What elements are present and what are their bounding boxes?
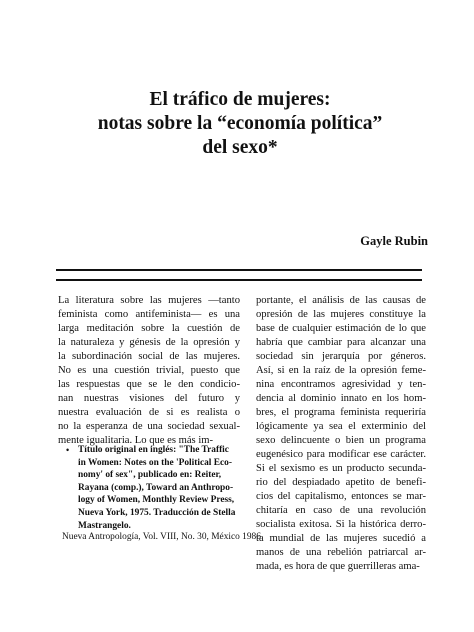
- body-line: nan nuestras visiones del futuro y: [58, 393, 240, 404]
- body-line: lógicamente ya sea el exterminio del: [256, 421, 426, 432]
- body-line: cios del capitalismo, entonces se mar-: [256, 491, 426, 502]
- body-line: no la esperanza de una sociedad sexual-: [58, 421, 240, 432]
- body-line: la naturaleza y génesis de la opresión y: [58, 337, 240, 348]
- body-line: mente igualitaria. Lo que es más im-: [58, 435, 214, 446]
- body-line: base de cualquier estimación de lo que: [256, 323, 426, 334]
- footnote-line: [64, 444, 240, 457]
- body-line: rio del despiadado apetito de benefi-: [256, 477, 426, 488]
- body-line: manos de una rebelión patriarcal ar-: [256, 547, 426, 558]
- footnote-line: Rayana (comp.), Toward an Anthropo-: [78, 482, 234, 493]
- body-line: feminista como antifeminista— es una: [58, 309, 240, 320]
- body-line: nina encontramos agresividad y ten-: [256, 379, 426, 390]
- body-line: larga meditación sobre la cuestión de: [58, 323, 240, 334]
- footnote-marker: •: [66, 445, 70, 455]
- body-line: eugenésico para modificar ese carácter.: [256, 449, 426, 460]
- body-line: sexo delincuente o bien un programa: [256, 435, 426, 446]
- body-line: Si el sexismo es un producto secunda-: [256, 463, 426, 474]
- body-line: nuestra evaluación de si es realista o: [58, 407, 240, 418]
- body-line: Así, si en la raíz de la opresión feme-: [256, 365, 426, 376]
- title-line-2: notas sobre la “economía política”: [97, 113, 383, 134]
- footnote-line: logy of Women, Monthly Review Press,: [78, 495, 235, 506]
- article-title: [40, 88, 440, 160]
- body-line: opresión de las mujeres constituye la: [256, 309, 426, 320]
- body-line: dencia al dominio innato en los hom-: [256, 393, 426, 404]
- footnote-line-text: Título original en inglés: "The Traffic: [78, 445, 229, 455]
- body-line: chitaría en caso de una revolución: [256, 505, 426, 516]
- body-line: habría que cambiar para alcanzar una: [256, 337, 426, 348]
- body-line: mada, es hora de que guerrilleras ama-: [256, 561, 420, 572]
- article-author: Gayle Rubin: [360, 234, 428, 248]
- body-line: La literatura sobre las mujeres —tanto: [58, 295, 240, 306]
- body-line: ta mundial de las mujeres sucedió a: [256, 533, 426, 544]
- footnote-line: Mastrangelo.: [78, 520, 131, 531]
- body-line: No es una cuestión trivial, puesto que: [58, 365, 240, 376]
- body-column-left: [58, 294, 240, 448]
- body-line: las respuestas que se le den condicio-: [58, 379, 240, 390]
- title-line-1: El tráfico de mujeres:: [149, 89, 331, 110]
- footnote-line: in Women: Notes on the 'Political Eco-: [78, 457, 232, 468]
- running-footer: Nueva Antropología, Vol. VIII, No. 30, México 1986: [62, 532, 261, 542]
- footnote: [64, 444, 240, 532]
- title-divider-bottom: [56, 279, 422, 281]
- footnote-line: nomy' of sex", publicado en: Reiter,: [78, 470, 222, 481]
- title-line-3: del sexo*: [202, 137, 278, 158]
- body-line: bres, el programa feminista requeriría: [256, 407, 426, 418]
- body-column-right: [256, 294, 426, 574]
- body-line: portante, el análisis de las causas de: [256, 295, 426, 306]
- footnote-line: Nueva York, 1975. Traducción de Stella: [78, 507, 236, 518]
- title-divider-top: [56, 269, 422, 271]
- body-line: la subordinación social de las mujeres.: [58, 351, 240, 362]
- body-line: sociedad sin jerarquía por géneros.: [256, 351, 426, 362]
- body-line: socialista exitosa. Si la histórica derro-: [256, 519, 426, 530]
